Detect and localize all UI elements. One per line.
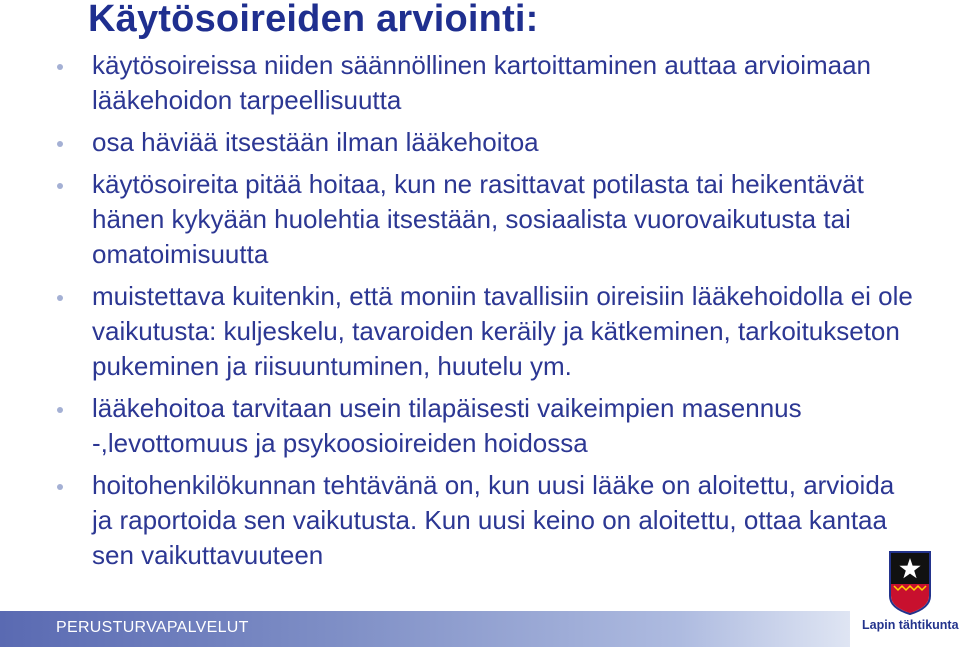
bullet-item: käytösoireita pitää hoitaa, kun ne rasittavat potilasta tai heikentävät hänen kykyään huolehtia itsestään, sosiaalista vuorovaikutusta tai omatoimisuutta [0, 167, 960, 272]
slide-title: Käytösoireiden arviointi: [88, 0, 539, 40]
bullet-list [0, 48, 960, 580]
bullet-item: muistettava kuitenkin, että moniin tavallisiin oireisiin lääkehoidolla ei ole vaikutusta: kuljeskelu, tavaroiden keräily ja kätkeminen, tarkoitukseton pukeminen ja riisuuntuminen, huutelu ym. [0, 279, 960, 384]
lapland-crest-star-icon [888, 550, 932, 616]
bullet-item: hoitohenkilökunnan tehtävänä on, kun uusi lääke on aloitettu, arvioida ja raportoida sen vaikutusta. Kun uusi keino on aloitettu, ottaa kantaa sen vaikuttavuuteen [0, 468, 960, 573]
footer-bar [0, 611, 850, 647]
bullet-item: lääkehoitoa tarvitaan usein tilapäisesti vaikeimpien masennus -,levottomuus ja psykoosioireiden hoidossa [0, 391, 960, 461]
footer-label: PERUSTURVAPALVELUT [56, 619, 249, 636]
bullet-item: osa häviää itsestään ilman lääkehoitoa [0, 125, 960, 160]
bullet-item: käytösoireissa niiden säännöllinen kartoittaminen auttaa arvioimaan lääkehoidon tarpeellisuutta [0, 48, 960, 118]
organization-logo [862, 548, 958, 640]
logo-text: Lapin tähtikunta [862, 618, 959, 632]
